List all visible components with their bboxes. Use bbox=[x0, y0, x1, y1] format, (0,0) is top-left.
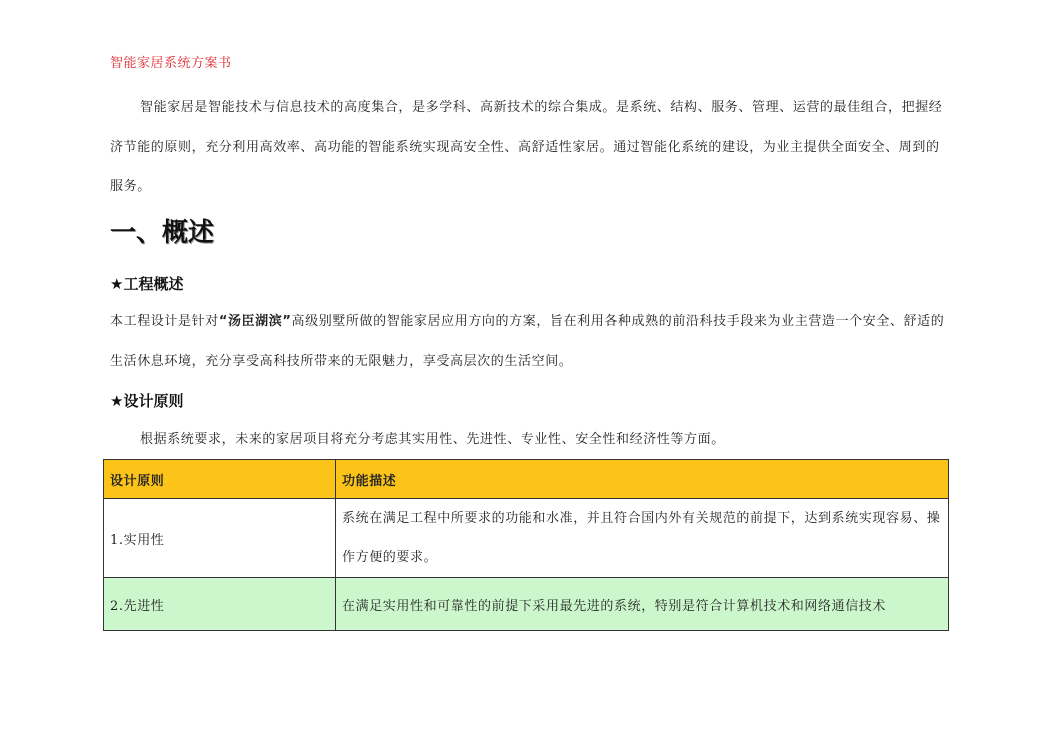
section-heading-overview: 一、概述 bbox=[110, 218, 215, 248]
project-name: “汤臣湖滨” bbox=[218, 314, 292, 329]
principles-table bbox=[103, 459, 949, 631]
design-principles-paragraph: 根据系统要求，未来的家居项目将充分考虑其实用性、先进性、专业性、安全性和经济性等方面。 bbox=[140, 432, 725, 447]
table-cell-description: 在满足实用性和可靠性的前提下采用最先进的系统，特别是符合计算机技术和网络通信技术 bbox=[336, 578, 949, 631]
table-row bbox=[104, 499, 949, 578]
subheading-project-overview: ★工程概述 bbox=[110, 275, 184, 293]
table-cell-principle: 2.先进性 bbox=[104, 578, 336, 631]
intro-paragraph: 智能家居是智能技术与信息技术的高度集合，是多学科、高新技术的综合集成。是系统、结构、服务、管理、运营的最佳组合，把握经济节能的原则，充分利用高效率、高功能的智能系统实现高安全性、高舒适性家居。通过智能化系统的建设，为业主提供全面安全、周到的服务。 bbox=[110, 100, 943, 194]
document-title: 智能家居系统方案书 bbox=[110, 56, 232, 71]
project-text-after: 高级别墅所做的智能家居应用方向的方案，旨在利用各种成熟的前沿科技手段来为业主营造一个安全、舒适的生活休息环境，充分享受高科技所带来的无限魅力，享受高层次的生活空间。 bbox=[110, 314, 945, 369]
subheading-design-principles: ★设计原则 bbox=[110, 392, 184, 410]
table-header-description: 功能描述 bbox=[336, 460, 949, 499]
project-overview-paragraph bbox=[110, 302, 946, 381]
project-text-before: 本工程设计是针对 bbox=[110, 314, 219, 329]
table-cell-description: 系统在满足工程中所要求的功能和水准，并且符合国内外有关规范的前提下，达到系统实现容易、操作方便的要求。 bbox=[336, 499, 949, 578]
table-header-row bbox=[104, 460, 949, 499]
table-row bbox=[104, 578, 949, 631]
table-cell-principle: 1.实用性 bbox=[104, 499, 336, 578]
table-header-principle: 设计原则 bbox=[104, 460, 336, 499]
